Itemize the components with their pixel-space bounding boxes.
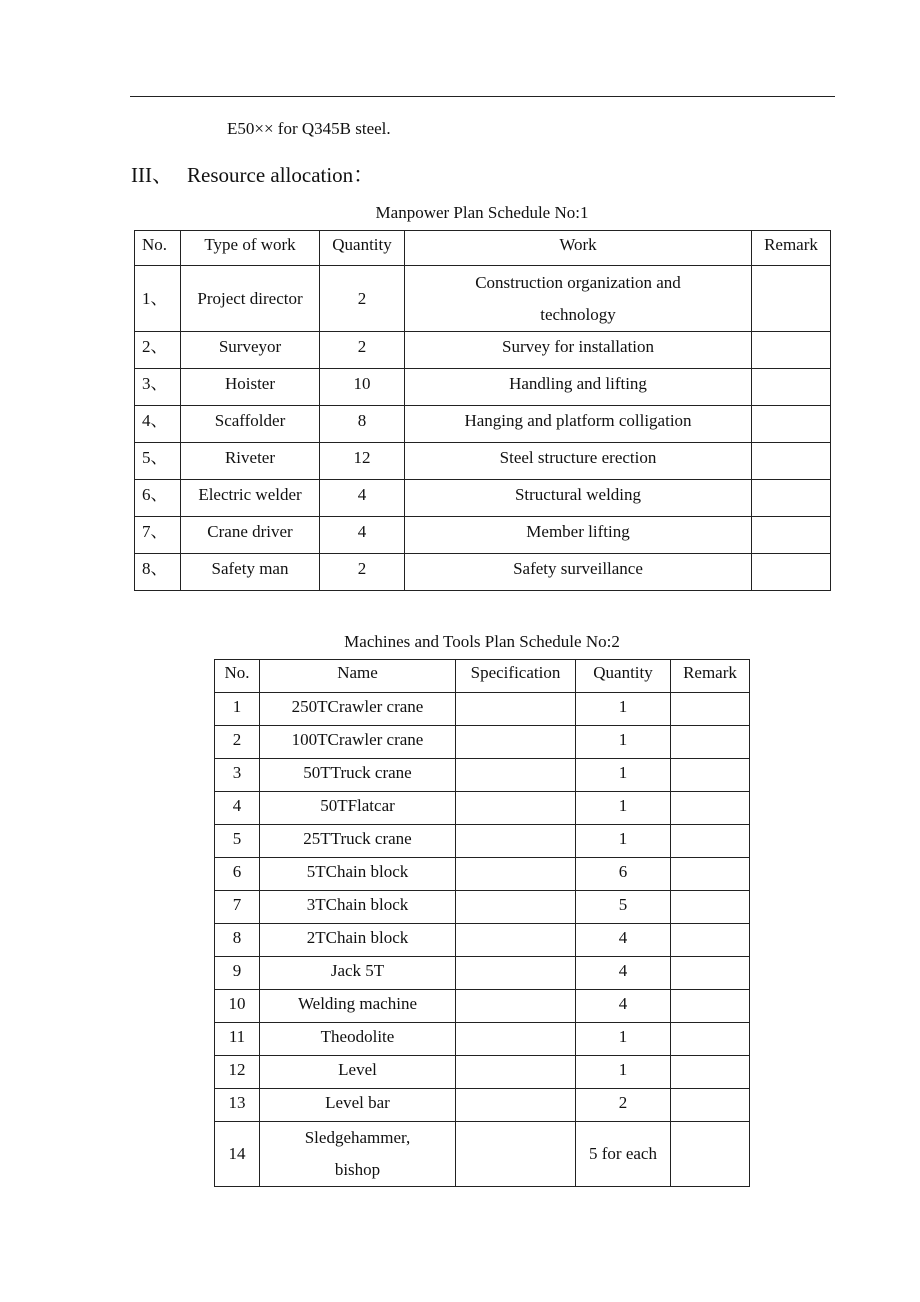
header-remark: Remark [752, 231, 831, 266]
cell-no: 6、 [135, 480, 181, 517]
cell-no: 6 [215, 858, 260, 891]
cell-name: 2TChain block [260, 924, 456, 957]
cell-type: Scaffolder [181, 406, 320, 443]
cell-name: Jack 5T [260, 957, 456, 990]
cell-spec [456, 759, 576, 792]
header-specification: Specification [456, 660, 576, 693]
cell-name: 25TTruck crane [260, 825, 456, 858]
cell-quantity: 5 for each [576, 1122, 671, 1187]
table-row [215, 990, 750, 1023]
cell-no: 3 [215, 759, 260, 792]
header-type-of-work: Type of work [181, 231, 320, 266]
table-row [215, 924, 750, 957]
cell-no: 2、 [135, 332, 181, 369]
cell-remark [671, 957, 750, 990]
header-work: Work [405, 231, 752, 266]
cell-spec [456, 1089, 576, 1122]
cell-name: Level bar [260, 1089, 456, 1122]
cell-quantity: 1 [576, 1023, 671, 1056]
table-row [215, 726, 750, 759]
cell-remark [671, 858, 750, 891]
cell-remark [671, 825, 750, 858]
cell-name: 3TChain block [260, 891, 456, 924]
header-rule [130, 96, 835, 97]
manpower-table [134, 230, 831, 591]
cell-work: Hanging and platform colligation [405, 406, 752, 443]
cell-quantity: 4 [320, 480, 405, 517]
table-row [135, 480, 831, 517]
cell-quantity: 1 [576, 1056, 671, 1089]
cell-no: 12 [215, 1056, 260, 1089]
cell-remark [671, 693, 750, 726]
header-no: No. [215, 660, 260, 693]
table-row [215, 759, 750, 792]
cell-remark [752, 554, 831, 591]
cell-quantity: 10 [320, 369, 405, 406]
cell-quantity: 1 [576, 726, 671, 759]
cell-work-line: Construction organization and [475, 272, 681, 292]
cell-quantity: 2 [320, 332, 405, 369]
cell-remark [752, 332, 831, 369]
cell-remark [671, 726, 750, 759]
cell-name: 250TCrawler crane [260, 693, 456, 726]
cell-spec [456, 726, 576, 759]
cell-quantity: 4 [576, 990, 671, 1023]
cell-spec [456, 957, 576, 990]
cell-no: 5、 [135, 443, 181, 480]
header-quantity: Quantity [576, 660, 671, 693]
cell-no: 10 [215, 990, 260, 1023]
cell-name: 100TCrawler crane [260, 726, 456, 759]
cell-remark [671, 759, 750, 792]
cell-remark [671, 990, 750, 1023]
table-header-row [215, 660, 750, 693]
table-row [135, 554, 831, 591]
section-number: III、 [131, 163, 173, 187]
cell-quantity: 1 [576, 825, 671, 858]
cell-name: Theodolite [260, 1023, 456, 1056]
cell-type: Surveyor [181, 332, 320, 369]
cell-spec [456, 891, 576, 924]
cell-no: 9 [215, 957, 260, 990]
cell-work: Steel structure erection [405, 443, 752, 480]
cell-no: 7 [215, 891, 260, 924]
cell-spec [456, 924, 576, 957]
cell-spec [456, 825, 576, 858]
table-header-row [135, 231, 831, 266]
manpower-caption: Manpower Plan Schedule No:1 [375, 203, 589, 222]
cell-name: 50TFlatcar [260, 792, 456, 825]
section-title: Resource allocation： [187, 163, 375, 187]
cell-quantity: 2 [320, 266, 405, 332]
table-row [215, 1023, 750, 1056]
cell-remark [671, 891, 750, 924]
table-row [215, 957, 750, 990]
cell-name [260, 1122, 456, 1187]
cell-no: 8、 [135, 554, 181, 591]
cell-no: 1、 [135, 266, 181, 332]
table-row [215, 693, 750, 726]
cell-quantity: 2 [576, 1089, 671, 1122]
cell-quantity: 5 [576, 891, 671, 924]
cell-no: 4 [215, 792, 260, 825]
table-row [215, 792, 750, 825]
cell-quantity: 4 [576, 957, 671, 990]
section-heading [131, 159, 374, 189]
cell-spec [456, 1056, 576, 1089]
cell-remark [752, 480, 831, 517]
cell-type: Crane driver [181, 517, 320, 554]
cell-work: Structural welding [405, 480, 752, 517]
table-row [215, 1122, 750, 1187]
table-row [135, 266, 831, 332]
intro-line: E50×× for Q345B steel. [227, 119, 391, 138]
cell-quantity: 1 [576, 759, 671, 792]
cell-work: Safety surveillance [405, 554, 752, 591]
cell-quantity: 12 [320, 443, 405, 480]
cell-remark [671, 924, 750, 957]
cell-no: 14 [215, 1122, 260, 1187]
table-row [215, 1089, 750, 1122]
table-row [135, 406, 831, 443]
table-row [135, 517, 831, 554]
cell-name-line: bishop [334, 1160, 381, 1179]
cell-name: 50TTruck crane [260, 759, 456, 792]
header-quantity: Quantity [320, 231, 405, 266]
cell-work: Survey for installation [405, 332, 752, 369]
cell-no: 7、 [135, 517, 181, 554]
cell-type: Project director [181, 266, 320, 332]
cell-quantity: 1 [576, 693, 671, 726]
cell-type: Electric welder [181, 480, 320, 517]
cell-remark [671, 792, 750, 825]
cell-remark [752, 369, 831, 406]
table-row [215, 891, 750, 924]
cell-remark [752, 266, 831, 332]
cell-remark [752, 443, 831, 480]
machines-table [214, 659, 750, 1187]
cell-name: Welding machine [260, 990, 456, 1023]
cell-name-line: Sledgehammer, [304, 1128, 411, 1147]
cell-no: 5 [215, 825, 260, 858]
cell-remark [752, 406, 831, 443]
cell-type: Hoister [181, 369, 320, 406]
machines-caption: Machines and Tools Plan Schedule No:2 [344, 632, 620, 651]
header-remark: Remark [671, 660, 750, 693]
cell-work: Member lifting [405, 517, 752, 554]
cell-no: 4、 [135, 406, 181, 443]
cell-type: Riveter [181, 443, 320, 480]
cell-work: Handling and lifting [405, 369, 752, 406]
table-row [215, 825, 750, 858]
cell-work [405, 266, 752, 332]
cell-spec [456, 1122, 576, 1187]
cell-no: 11 [215, 1023, 260, 1056]
cell-remark [671, 1122, 750, 1187]
cell-work-line: technology [540, 304, 616, 324]
table-row [135, 332, 831, 369]
table-row [135, 369, 831, 406]
cell-type: Safety man [181, 554, 320, 591]
table-row [215, 1056, 750, 1089]
header-no: No. [135, 231, 181, 266]
cell-no: 8 [215, 924, 260, 957]
cell-no: 3、 [135, 369, 181, 406]
cell-remark [671, 1023, 750, 1056]
cell-quantity: 4 [576, 924, 671, 957]
cell-spec [456, 1023, 576, 1056]
cell-spec [456, 858, 576, 891]
cell-no: 1 [215, 693, 260, 726]
cell-quantity: 2 [320, 554, 405, 591]
table-row [215, 858, 750, 891]
cell-no: 13 [215, 1089, 260, 1122]
table-row [135, 443, 831, 480]
cell-quantity: 1 [576, 792, 671, 825]
cell-name: Level [260, 1056, 456, 1089]
cell-remark [671, 1089, 750, 1122]
cell-spec [456, 792, 576, 825]
header-name: Name [260, 660, 456, 693]
cell-name: 5TChain block [260, 858, 456, 891]
cell-quantity: 6 [576, 858, 671, 891]
cell-spec [456, 693, 576, 726]
cell-remark [752, 517, 831, 554]
cell-no: 2 [215, 726, 260, 759]
cell-quantity: 4 [320, 517, 405, 554]
cell-spec [456, 990, 576, 1023]
cell-quantity: 8 [320, 406, 405, 443]
cell-remark [671, 1056, 750, 1089]
